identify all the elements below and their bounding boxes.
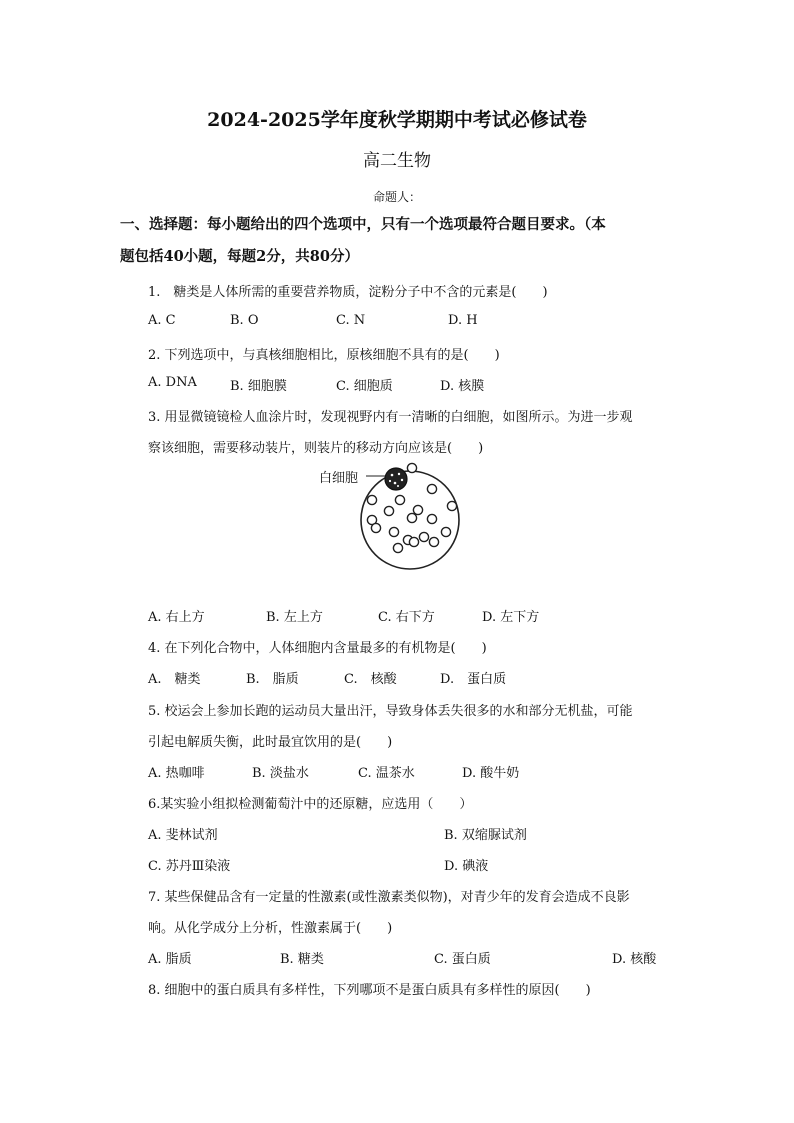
option-b: B. O — [230, 313, 259, 328]
option-c: C. 蛋白质 — [434, 952, 491, 967]
blood-smear-figure — [312, 462, 472, 572]
question-3-stem-line1: 3. 用显微镜镜检人血涂片时，发现视野内有一清晰的白细胞，如图所示。为进一步观 — [148, 410, 633, 425]
white-blood-cell — [385, 468, 407, 490]
option-d: D. 核膜 — [440, 379, 485, 394]
option-b: B. 淡盐水 — [252, 766, 309, 781]
author-label: 命题人： — [372, 190, 421, 204]
question-6-options-row2 — [148, 855, 668, 875]
question-2-options — [148, 375, 668, 395]
option-a: A. 糖类 — [148, 672, 201, 687]
option-a: A. 右上方 — [148, 610, 205, 625]
option-d: D. 碘液 — [444, 859, 489, 874]
option-b: B. 脂质 — [246, 672, 299, 687]
option-c: C. 温茶水 — [358, 766, 415, 781]
option-b: B. 双缩脲试剂 — [444, 828, 527, 843]
option-c: C. N — [336, 313, 366, 328]
option-c: C. 右下方 — [378, 610, 435, 625]
section-heading-line2: 题包括40小题，每题2分，共80分） — [120, 248, 359, 265]
option-d: D. 左下方 — [482, 610, 540, 625]
question-2-stem: 2. 下列选项中，与真核细胞相比，原核细胞不具有的是( ) — [148, 348, 500, 363]
question-1-options — [148, 313, 668, 333]
option-c: C. 苏丹Ⅲ染液 — [148, 859, 231, 874]
option-a: A. C — [148, 313, 176, 328]
option-c: C. 细胞质 — [336, 379, 393, 394]
question-4-stem: 4. 在下列化合物中，人体细胞内含量最多的有机物是( ) — [148, 641, 487, 656]
red-blood-cells — [367, 463, 456, 552]
question-7-options — [148, 948, 668, 968]
question-5-stem-line1: 5. 校运会上参加长跑的运动员大量出汗，导致身体丢失很多的水和部分无机盐，可能 — [148, 704, 633, 719]
option-d: D. 酸牛奶 — [462, 766, 520, 781]
option-d: D. 核酸 — [612, 952, 657, 967]
question-3-options — [148, 606, 668, 626]
option-d: D. H — [448, 313, 478, 328]
question-6-stem: 6.某实验小组拟检测葡萄汁中的还原糖，应选用（ ） — [148, 797, 473, 812]
option-b: B. 细胞膜 — [230, 379, 287, 394]
question-4-options — [148, 668, 668, 688]
question-3-stem-line2: 察该细胞，需要移动装片，则装片的移动方向应该是( ) — [148, 441, 484, 456]
question-6-options-row1 — [148, 824, 668, 844]
question-5-options — [148, 762, 668, 782]
question-7-stem-line1: 7. 某些保健品含有一定量的性激素(或性激素类似物)，对青少年的发育会造成不良影 — [148, 890, 630, 905]
option-a: A. 热咖啡 — [148, 766, 205, 781]
option-b: B. 左上方 — [266, 610, 323, 625]
section-heading-line1: 一、选择题：每小题给出的四个选项中，只有一个选项最符合题目要求。（本 — [120, 216, 606, 233]
option-d: D. 蛋白质 — [440, 672, 507, 687]
option-b: B. 糖类 — [280, 952, 324, 967]
option-a: A. 脂质 — [148, 952, 192, 967]
question-1-stem: 1. 糖类是人体所需的重要营养物质，淀粉分子中不含的元素是( ) — [148, 285, 548, 300]
option-a: A. DNA — [148, 375, 197, 390]
subject-title: 高二生物 — [363, 151, 431, 171]
question-5-stem-line2: 引起电解质失衡，此时最宜饮用的是( ) — [148, 735, 393, 750]
field-of-view-drawing — [312, 462, 472, 572]
question-8-stem: 8. 细胞中的蛋白质具有多样性，下列哪项不是蛋白质具有多样性的原因( ) — [148, 983, 591, 998]
question-7-stem-line2: 响。从化学成分上分析，性激素属于( ) — [148, 921, 393, 936]
option-c: C. 核酸 — [344, 672, 397, 687]
white-blood-cell-label: 白细胞 — [319, 471, 359, 486]
option-a: A. 斐林试剂 — [148, 828, 218, 843]
exam-title: 2024-2025学年度秋学期期中考试必修试卷 — [207, 109, 587, 131]
